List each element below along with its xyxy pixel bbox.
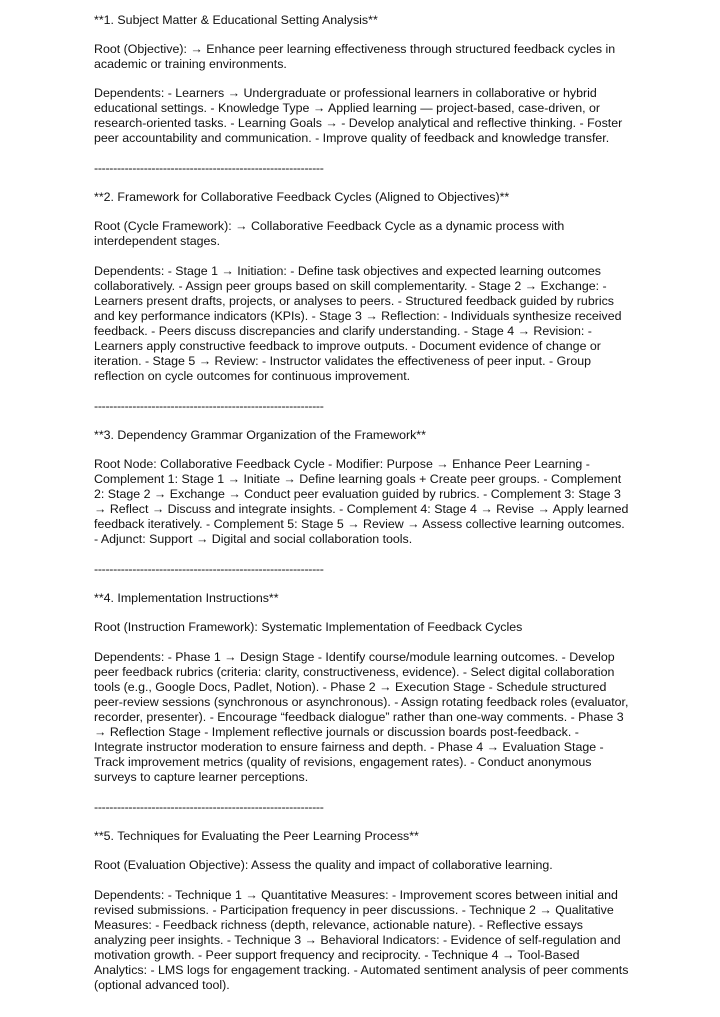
section-heading: **4. Implementation Instructions** <box>94 591 279 605</box>
section-dependents: Dependents: - Technique 1 → Quantitative Measures: - Improvement scores between initial and revised submissions. - Participation frequency in peer discussions. - Technique 2 → Qualitative Measures: - Feedback richness (depth, relevance, actionable nature). - Reflective essays analyzing peer insights. - Technique 3 → Behavioral Indicators: - Evidence of self-regulation and motivation growth. - Peer support frequency and reciprocity. - Technique 4 → Tool-Based Analytics: - LMS logs for engagement tracking. - Automated sentiment analysis of peer comments (optional advanced tool). <box>94 888 629 992</box>
separator-line: ------------------------------------------------------------ <box>94 562 324 576</box>
section-root: Root (Instruction Framework): Systematic Implementation of Feedback Cycles <box>94 620 523 634</box>
section-root: Root (Evaluation Objective): Assess the quality and impact of collaborative learning. <box>94 858 553 872</box>
section-dependents: Dependents: - Phase 1 → Design Stage - Identify course/module learning outcomes. - Develop peer feedback rubrics (criteria: clarity, constructiveness, evidence). - Select digital collaboration tools (e.g., Google Docs, Padlet, Notion). - Phase 2 → Execution Stage - Schedule structured peer-review sessions (synchronous or asynchronous). - Assign rotating feedback roles (evaluator, recorder, presenter). - Encourage “feedback dialogue” rather than one-way comments. - Phase 3 → Reflection Stage - Implement reflective journals or discussion boards post-feedback. - Integrate instructor moderation to ensure fairness and depth. - Phase 4 → Evaluation Stage - Track improvement metrics (quality of revisions, engagement rates). - Conduct anonymous surveys to capture learner perceptions. <box>94 650 629 784</box>
document-page <box>94 13 630 1008</box>
section-heading: **5. Techniques for Evaluating the Peer Learning Process** <box>94 829 419 843</box>
separator-line: ------------------------------------------------------------ <box>94 399 324 413</box>
section-root: Root Node: Collaborative Feedback Cycle - Modifier: Purpose → Enhance Peer Learning - Complement 1: Stage 1 → Initiate → Define learning goals + Create peer groups. - Complement 2: Stage 2 → Exchange → Conduct peer evaluation guided by rubrics. - Complement 3: Stage 3 → Reflect → Discuss and integrate insights. - Complement 4: Stage 4 → Revise → Apply learned feedback iteratively. - Complement 5: Stage 5 → Review → Assess collective learning outcomes. - Adjunct: Support → Digital and social collaboration tools. <box>94 457 629 546</box>
section-implementation <box>94 591 630 785</box>
section-dependents: Dependents: - Learners → Undergraduate or professional learners in collaborative or hybrid educational settings. - Knowledge Type → Applied learning — project-based, case-driven, or research-oriented tasks. - Learning Goals → - Develop analytical and reflective thinking. - Foster peer accountability and communication. - Improve quality of feedback and knowledge transfer. <box>94 86 623 145</box>
section-root: Root (Objective): → Enhance peer learning effectiveness through structured feedback cycles in academic or training environments. <box>94 42 616 71</box>
section-root: Root (Cycle Framework): → Collaborative Feedback Cycle as a dynamic process with interdependent stages. <box>94 219 565 248</box>
section-dependents: Dependents: - Stage 1 → Initiation: - Define task objectives and expected learning outcomes collaboratively. - Assign peer groups based on skill complementarity. - Stage 2 → Exchange: - Learners present drafts, projects, or analyses to peers. - Structured feedback guided by rubrics and key performance indicators (KPIs). - Stage 3 → Reflection: - Individuals synthesize received feedback. - Peers discuss discrepancies and clarify understanding. - Stage 4 → Revision: - Learners apply constructive feedback to improve outputs. - Document evidence of change or iteration. - Stage 5 → Review: - Instructor validates the effectiveness of peer input. - Group reflection on cycle outcomes for continuous improvement. <box>94 264 622 383</box>
section-framework <box>94 190 630 384</box>
separator-line: ------------------------------------------------------------ <box>94 161 324 175</box>
separator-line: ------------------------------------------------------------ <box>94 800 324 814</box>
section-dependency-grammar <box>94 428 630 547</box>
section-heading: **3. Dependency Grammar Organization of the Framework** <box>94 428 426 442</box>
section-heading: **2. Framework for Collaborative Feedback Cycles (Aligned to Objectives)** <box>94 190 510 204</box>
section-evaluation-techniques <box>94 829 630 993</box>
section-subject-matter <box>94 13 630 146</box>
section-heading: **1. Subject Matter & Educational Setting Analysis** <box>94 13 378 27</box>
